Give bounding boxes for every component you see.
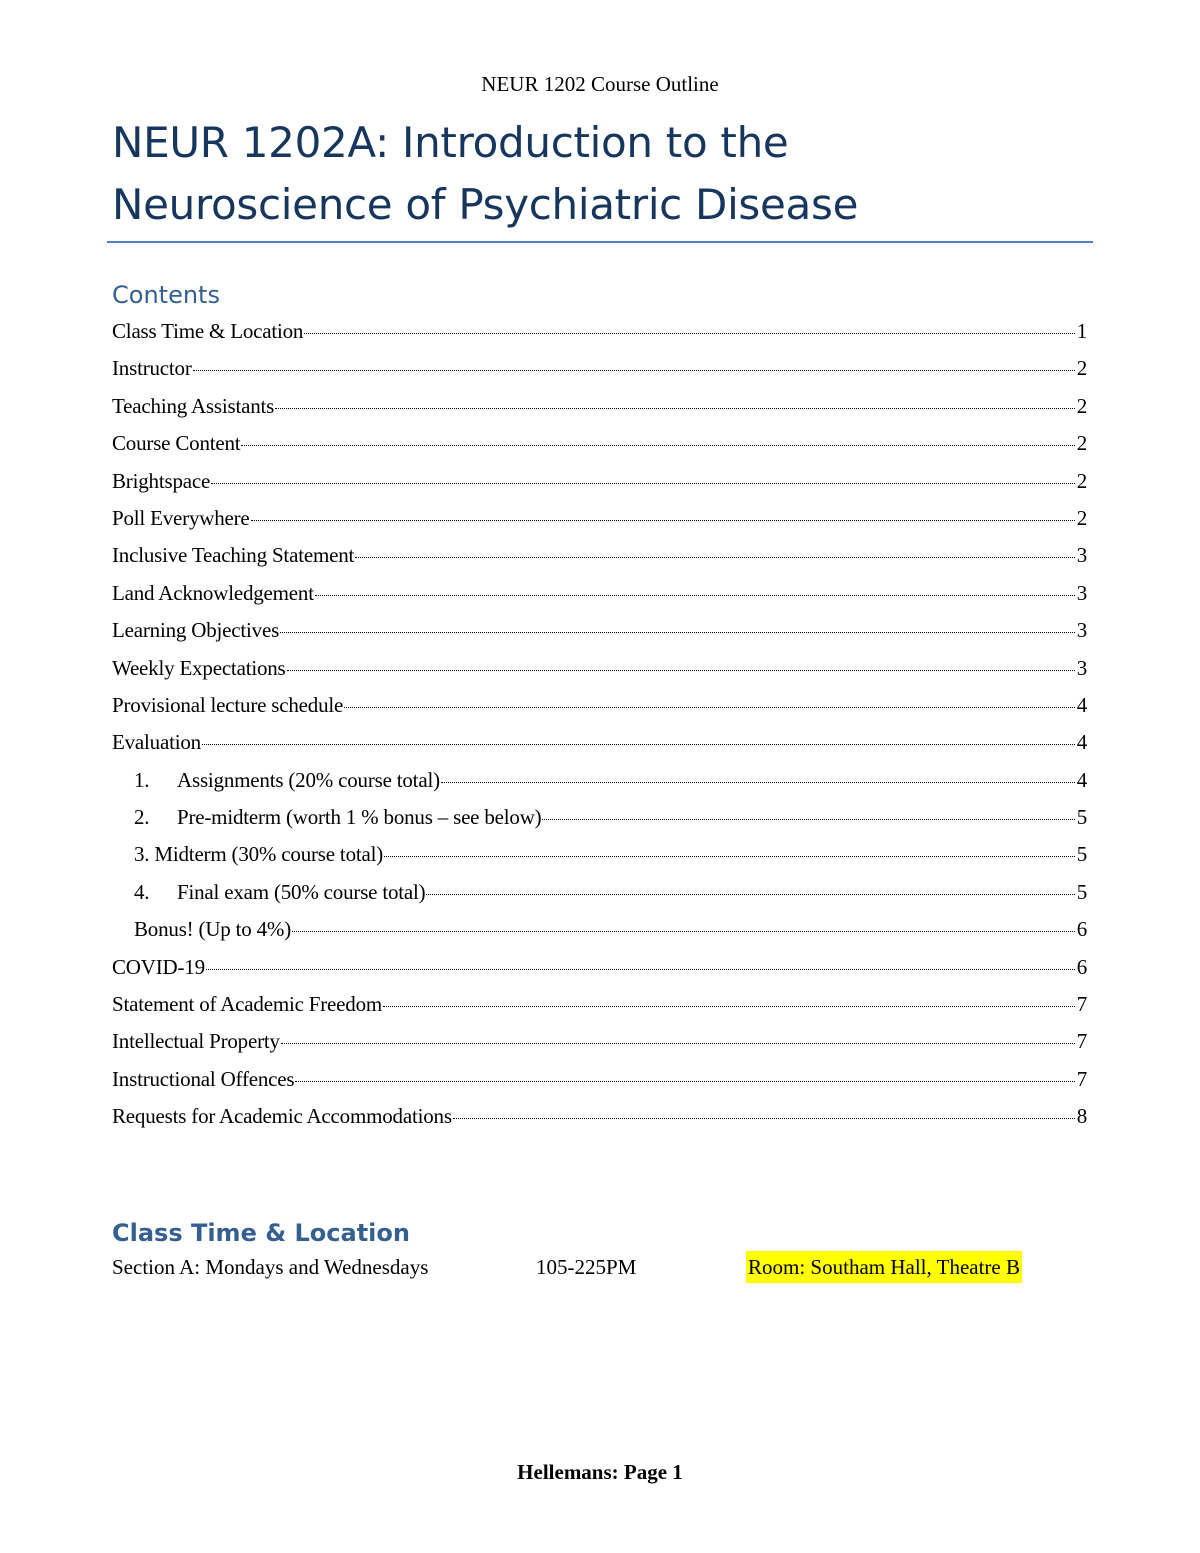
toc-entry-page: 6 xyxy=(1076,917,1087,942)
toc-entry-page: 5 xyxy=(1076,879,1087,904)
toc-entry-label: Brightspace xyxy=(112,468,211,493)
toc-entry-page: 2 xyxy=(1076,468,1087,493)
toc-entry-label: Learning Objectives xyxy=(112,618,280,643)
toc-entry-page: 3 xyxy=(1076,655,1087,680)
toc-dot-leader xyxy=(206,969,1075,970)
toc-entry-label: COVID-19 xyxy=(112,954,205,979)
toc-dot-leader xyxy=(211,483,1075,484)
class-time: 105-225PM xyxy=(536,1255,637,1279)
toc-entry-page: 4 xyxy=(1076,730,1087,755)
class-room-highlighted: Room: Southam Hall, Theatre B xyxy=(746,1251,1022,1283)
toc-dot-leader xyxy=(241,445,1074,446)
toc-entry-course-content[interactable] xyxy=(112,425,1087,462)
toc-dot-leader xyxy=(426,894,1074,895)
toc-entry-teaching-assistants[interactable] xyxy=(112,388,1087,425)
toc-dot-leader xyxy=(441,782,1075,783)
toc-dot-leader xyxy=(453,1118,1075,1119)
toc-dot-leader xyxy=(542,819,1074,820)
toc-entry-page: 8 xyxy=(1076,1104,1087,1129)
toc-entry-instructor[interactable] xyxy=(112,350,1087,387)
toc-entry-page: 2 xyxy=(1076,356,1087,381)
toc-entry-brightspace[interactable] xyxy=(112,463,1087,500)
document-title-line-2: Neuroscience of Psychiatric Disease xyxy=(112,180,859,229)
toc-entry-label: Inclusive Teaching Statement xyxy=(112,543,355,568)
toc-entry-label: Intellectual Property xyxy=(112,1029,280,1054)
toc-entry-label: Bonus! (Up to 4%) xyxy=(134,917,292,942)
toc-entry-instructional-offences[interactable] xyxy=(112,1061,1087,1098)
toc-entry-page: 5 xyxy=(1076,805,1087,830)
toc-dot-leader xyxy=(295,1081,1074,1082)
toc-entry-covid-19[interactable] xyxy=(112,949,1087,986)
toc-entry-label: Instructor xyxy=(112,356,192,381)
toc-entry-weekly-expectations[interactable] xyxy=(112,650,1087,687)
toc-dot-leader xyxy=(344,707,1075,708)
toc-entry-page: 5 xyxy=(1076,842,1087,867)
toc-entry-poll-everywhere[interactable] xyxy=(112,500,1087,537)
toc-entry-page: 3 xyxy=(1076,618,1087,643)
toc-dot-leader xyxy=(275,408,1075,409)
toc-entry-page: 7 xyxy=(1076,992,1087,1017)
toc-dot-leader xyxy=(202,744,1075,745)
toc-entry-label: Requests for Academic Accommodations xyxy=(112,1104,452,1129)
class-section-days: Section A: Mondays and Wednesdays xyxy=(112,1255,429,1279)
toc-entry-label: Assignments (20% course total) xyxy=(177,767,440,792)
document-title-line-1: NEUR 1202A: Introduction to the xyxy=(112,118,789,167)
title-underline xyxy=(107,241,1093,243)
toc-entry-final-exam[interactable] xyxy=(112,874,1087,911)
toc-entry-academic-accommodations[interactable] xyxy=(112,1098,1087,1135)
toc-dot-leader xyxy=(292,931,1075,932)
toc-entry-label: Teaching Assistants xyxy=(112,393,275,418)
toc-dot-leader xyxy=(280,632,1075,633)
toc-entry-label: Evaluation xyxy=(112,730,201,755)
toc-entry-label: Poll Everywhere xyxy=(112,505,250,530)
toc-entry-midterm[interactable] xyxy=(112,836,1087,873)
toc-entry-bonus[interactable] xyxy=(112,911,1087,948)
toc-entry-class-time-location[interactable] xyxy=(112,313,1087,350)
toc-entry-inclusive-teaching[interactable] xyxy=(112,537,1087,574)
toc-entry-label: Class Time & Location xyxy=(112,319,304,343)
toc-entry-label: Pre-midterm (worth 1 % bonus – see below) xyxy=(177,805,542,830)
toc-dot-leader xyxy=(383,1006,1075,1007)
toc-entry-learning-objectives[interactable] xyxy=(112,612,1087,649)
toc-entry-page: 6 xyxy=(1076,954,1087,979)
toc-dot-leader xyxy=(384,856,1075,857)
contents-heading: Contents xyxy=(112,281,220,309)
toc-dot-leader xyxy=(355,557,1075,558)
page-header: NEUR 1202 Course Outline xyxy=(481,72,719,96)
table-of-contents xyxy=(112,313,1087,1136)
toc-dot-leader xyxy=(251,520,1075,521)
toc-entry-pre-midterm[interactable] xyxy=(112,799,1087,836)
toc-entry-page: 4 xyxy=(1076,767,1087,792)
toc-entry-page: 1 xyxy=(1076,319,1087,343)
toc-entry-number: 2. xyxy=(134,805,150,830)
toc-entry-label: Final exam (50% course total) xyxy=(177,879,426,904)
toc-entry-land-acknowledgement[interactable] xyxy=(112,575,1087,612)
class-time-location-heading: Class Time & Location xyxy=(112,1219,410,1247)
toc-entry-page: 3 xyxy=(1076,543,1087,568)
document-title xyxy=(112,112,1092,236)
page-footer: Hellemans: Page 1 xyxy=(517,1460,683,1484)
toc-entry-evaluation[interactable] xyxy=(112,724,1087,761)
toc-entry-page: 2 xyxy=(1076,431,1087,456)
toc-entry-intellectual-property[interactable] xyxy=(112,1023,1087,1060)
toc-entry-page: 3 xyxy=(1076,580,1087,605)
toc-entry-page: 2 xyxy=(1076,505,1087,530)
toc-entry-label: Land Acknowledgement xyxy=(112,580,314,605)
toc-entry-number: 1. xyxy=(134,767,150,792)
toc-dot-leader xyxy=(304,333,1074,334)
toc-entry-page: 4 xyxy=(1076,692,1087,717)
toc-entry-page: 7 xyxy=(1076,1029,1087,1054)
toc-entry-label: Course Content xyxy=(112,431,241,456)
toc-dot-leader xyxy=(281,1043,1075,1044)
toc-entry-label: Instructional Offences xyxy=(112,1066,295,1091)
toc-dot-leader xyxy=(315,595,1075,596)
toc-entry-page: 7 xyxy=(1076,1066,1087,1091)
toc-entry-academic-freedom[interactable] xyxy=(112,986,1087,1023)
toc-dot-leader xyxy=(287,670,1075,671)
toc-entry-number: 4. xyxy=(134,879,150,904)
toc-entry-page: 2 xyxy=(1076,393,1087,418)
toc-dot-leader xyxy=(193,370,1075,371)
toc-entry-label: 3. Midterm (30% course total) xyxy=(134,842,384,867)
toc-entry-label: Provisional lecture schedule xyxy=(112,692,344,717)
toc-entry-lecture-schedule[interactable] xyxy=(112,687,1087,724)
toc-entry-assignments[interactable] xyxy=(112,762,1087,799)
toc-entry-label: Weekly Expectations xyxy=(112,655,286,680)
toc-entry-label: Statement of Academic Freedom xyxy=(112,992,383,1017)
